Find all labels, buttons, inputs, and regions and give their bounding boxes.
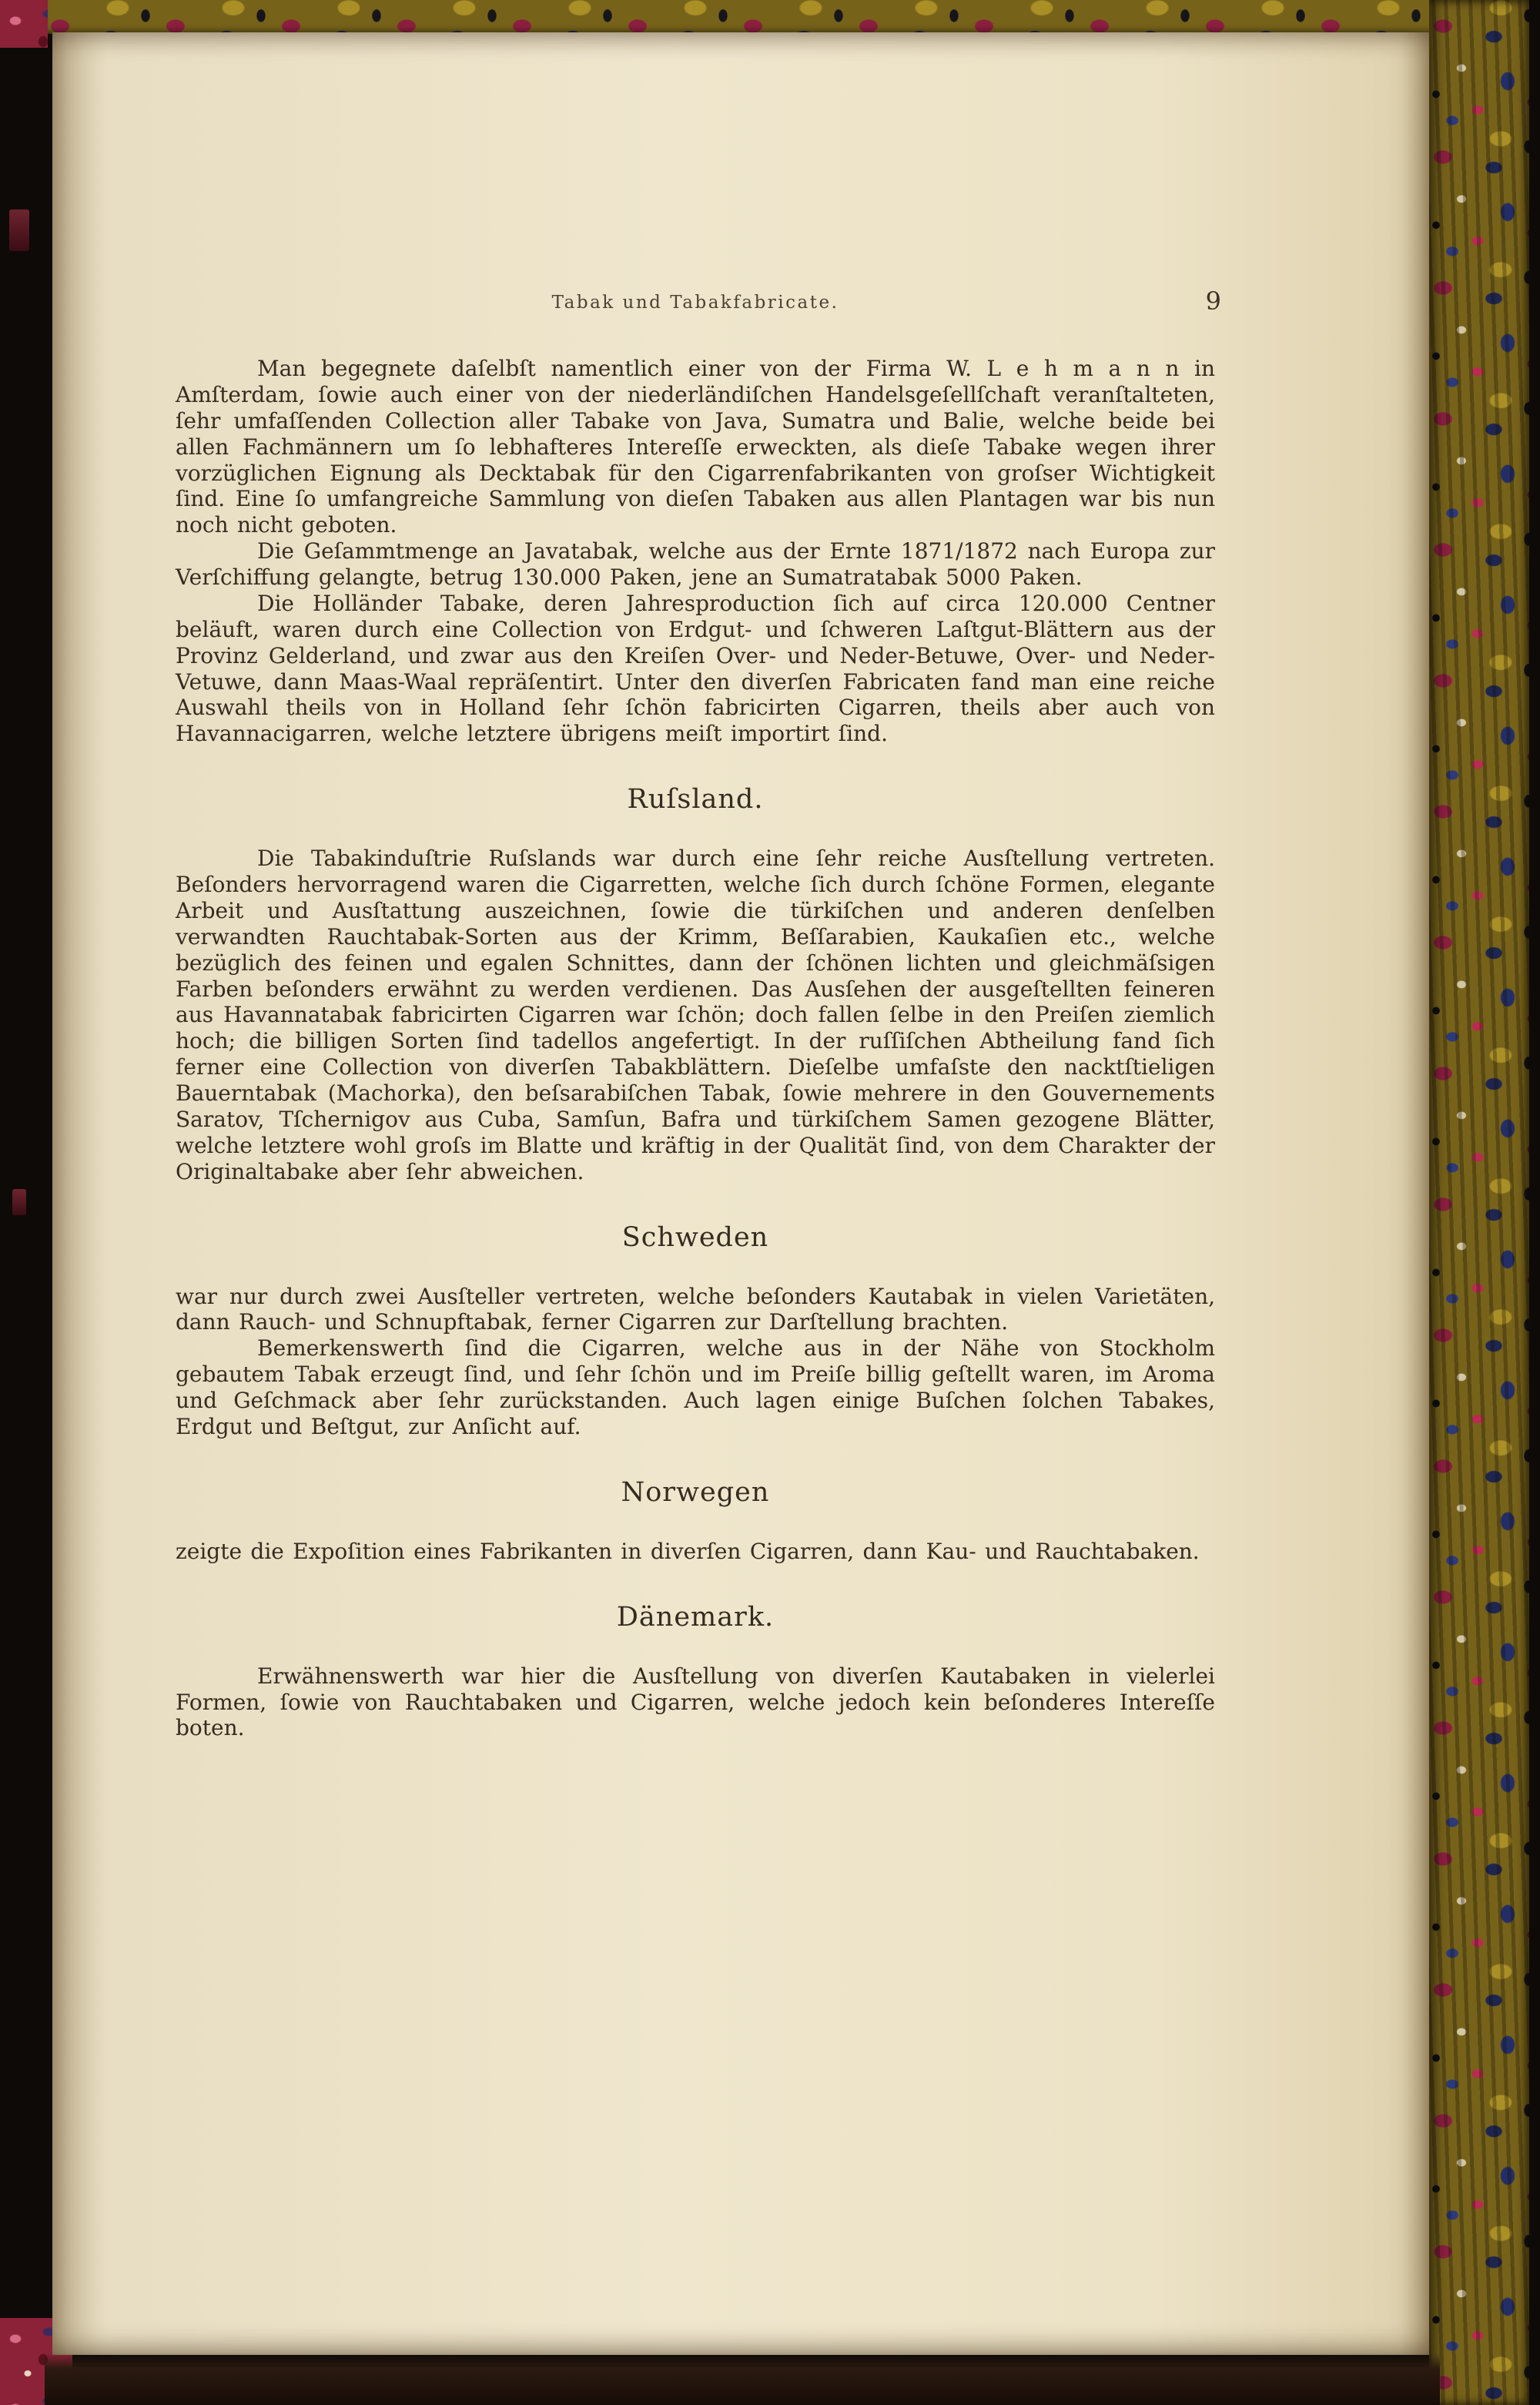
paragraph: war nur durch zwei Ausſteller vertreten, welche beſonders Kautabak in vielen Varietäten, dann Rauch- und Schnupftabak, ferner Cigarren zur Darſtellung brachten.	[176, 1283, 1215, 1335]
section-heading-daenemark: Dänemark.	[616, 1601, 775, 1633]
running-header: Tabak und Tabakfabricate.	[551, 293, 839, 313]
paragraph: Die Geſammtmenge an Javatabak, welche aus der Ernte 1871/1872 nach Europa zur Verſchiffung gelangte, betrug 130.000 Paken, jene an Sumatratabak 5000 Paken.	[176, 538, 1215, 590]
section-heading-rufsland: Ruſsland.	[627, 784, 764, 816]
book-cover-bottom-edge	[45, 2353, 1440, 2405]
section-heading-norwegen: Norwegen	[621, 1476, 770, 1508]
page-header	[176, 286, 1221, 320]
clasp-mark-top	[9, 209, 29, 251]
clasp-mark-middle	[12, 1189, 26, 1215]
paragraph: Die Holländer Tabake, deren Jahresproduction ſich auf circa 120.000 Centner beläuft, waren durch eine Collection von Erdgut- und ſchweren Laſtgut-Blättern aus der Provinz Gelderland, und zwar aus den Kreiſen Over- und Neder-Betuwe, Over- und Neder-Vetuwe, dann Maas-Waal repräſentirt. Unter den diverſen Fabricaten fand man eine reiche Auswahl theils von in Holland ſehr ſchön fabricirten Cigarren, theils aber auch von Havannacigarren, welche letztere übrigens meiſt importirt ſind.	[176, 590, 1215, 747]
text-block	[52, 32, 1429, 1741]
paragraph: zeigte die Expoſition eines Fabrikanten in diverſen Cigarren, dann Kau- und Rauchtabaken.	[176, 1538, 1200, 1564]
marbled-fore-edge	[1429, 0, 1529, 2405]
paragraph: Die Tabakinduſtrie Ruſslands war durch eine ſehr reiche Ausſtellung vertreten. Beſonders hervorragend waren die Cigarretten, welche ſich durch ſchöne Formen, elegante Arbeit und Ausſtattung auszeichnen, ſowie die türkiſchen und anderen denſelben verwandten Rauchtabak-Sorten aus der Krimm, Beſſarabien, Kaukaſien etc., welche bezüglich des feinen und egalen Schnittes, dann der ſchönen lichten und gleichmäſsigen Farben beſonders erwähnt zu werden verdienen. Das Ausſehen der ausgeſtellten feineren aus Havannatabak fabricirten Cigarren war ſchön; doch fallen ſelbe in den Preiſen ziemlich hoch; die billigen Sorten ſind tadellos angefertigt. In der ruſſiſchen Abtheilung fand ſich ferner eine Collection von diverſen Tabakblättern. Dieſelbe umfaſste den nacktſtieligen Bauerntabak (Machorka), den beſsarabiſchen Tabak, ſowie mehrere in den Gouvernements Saratov, Tſchernigov aus Cuba, Samſun, Bafra und türkiſchem Samen gezogene Blätter, welche letztere wohl groſs im Blatte und kräftig in der Qualität ſind, von dem Charakter der Originaltabake aber ſehr abweichen.	[176, 846, 1215, 1184]
page-number: 9	[1205, 286, 1221, 316]
marbled-top-edge	[46, 0, 1436, 34]
marbled-corner-top-left	[0, 0, 48, 48]
paragraph: Erwähnenswerth war hier die Ausſtellung von diverſen Kautabaken in vielerlei Formen, ſowie von Rauchtabaken und Cigarren, welche jedoch kein beſonderes Intereſſe boten.	[176, 1663, 1215, 1741]
paragraph: Man begegnete daſelbſt namentlich einer von der Firma W. L e h m a n n in Amſterdam, ſowie auch einer von der niederländiſchen Handelsgeſellſchaft veranſtalteten, ſehr umfaſſenden Collection aller Tabake von Java, Sumatra und Balie, welche beide bei allen Fachmännern um ſo lebhafteres Intereſſe erweckten, als dieſe Tabake wegen ihrer vorzüglichen Eignung als Decktabak für den Cigarrenfabrikanten von groſser Wichtigkeit ſind. Eine ſo umfangreiche Sammlung von dieſen Tabaken aus allen Plantagen war bis nun noch nicht geboten.	[176, 356, 1215, 538]
paragraph: Bemerkenswerth ſind die Cigarren, welche aus in der Nähe von Stockholm gebautem Tabak erzeugt ſind, und ſehr ſchön und im Preiſe billig geſtellt waren, im Aroma und Geſchmack aber ſehr zurückstanden. Auch lagen einige Buſchen ſolchen Tabakes, Erdgut und Beſtgut, zur Anſicht auf.	[176, 1335, 1215, 1439]
section-heading-schweden: Schweden	[621, 1221, 769, 1253]
book-page	[52, 32, 1429, 2355]
